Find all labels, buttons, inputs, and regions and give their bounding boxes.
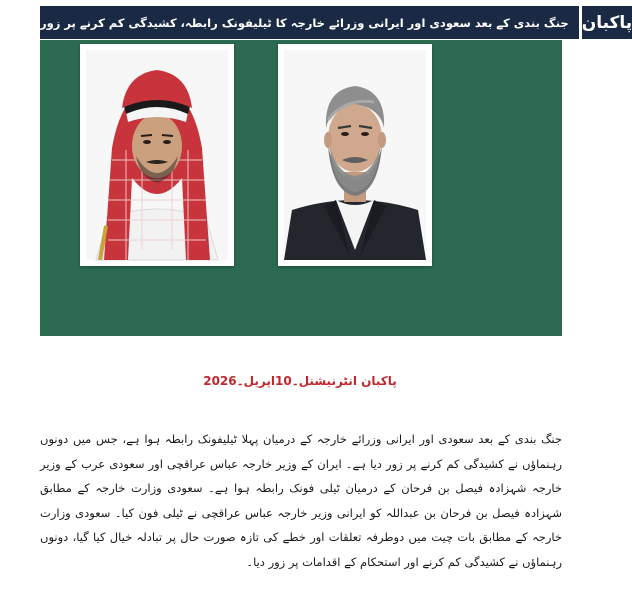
- photo-frame-left: [80, 44, 234, 266]
- byline-dateline: پاکبان انٹرنیشنل۔10اپریل۔2026: [203, 374, 397, 388]
- headline: جنگ بندی کے بعد سعودی اور ایرانی وزرائے خارجہ کا ٹیلیفونک رابطہ، کشیدگی کم کرنے پر زور: [40, 6, 579, 39]
- brand-logo: پاکبان: [579, 6, 632, 39]
- header-bar: [40, 6, 632, 39]
- iranian-foreign-minister-photo: [284, 50, 426, 260]
- article-body: جنگ بندی کے بعد سعودی اور ایرانی وزرائے خارجہ کے درمیان پہلا ٹیلیفونک رابطہ ہوا ہے، جس میں دونوں رہنماؤں نے کشیدگی کم کرنے پر زور دیا ہے۔ ایران کے وزیر خارجہ عباس عراقچی اور سعودی عرب کے وزیر خارجہ شہزادہ فیصل بن فرحان کے درمیان ٹیلی فونک رابطہ ہوا ہے۔ سعودی وزارت خارجہ کے مطابق شہزادہ فیصل بن فرحان بن عبداللہ کو ایرانی وزیر خارجہ عباس عراقچی نے ٹیلی فون کیا۔ سعودی وزارت خارجہ کے مطابق بات چیت میں دوطرفہ تعلقات اور خطے کی تازہ صورت حال پر تبادلہ خیال کیا گیا، دونوں رہنماؤں نے کشیدگی کم کرنے اور استحکام کے اقدامات پر زور دیا۔: [40, 432, 562, 569]
- saudi-foreign-minister-photo: [86, 50, 228, 260]
- photo-frame-right: [278, 44, 432, 266]
